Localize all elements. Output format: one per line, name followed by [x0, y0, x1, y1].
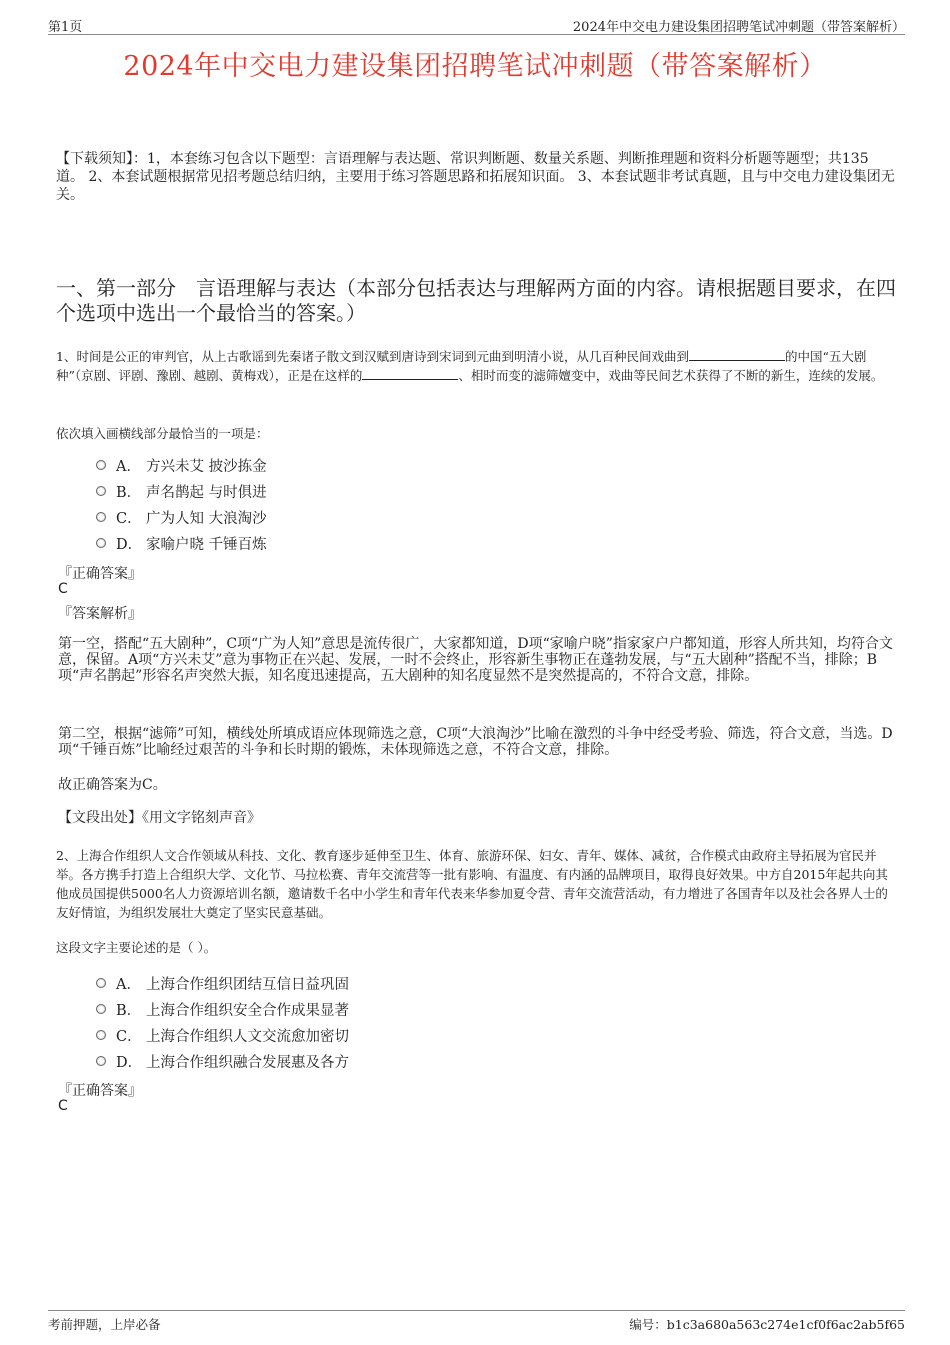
question-1-prompt: 依次填入画横线部分最恰当的一项是：	[56, 426, 269, 441]
question-1-stem: 1、时间是公正的审判官，从上古歌谣到先秦诸子散文到汉赋到唐诗到宋词到元曲到明清小说，从几百种民间戏曲到 的中国“五大剧种”（京剧、评剧、豫剧、越剧、黄梅戏），正是在这样的 、相时而变的滤筛嬗变中，戏曲等民间艺术获得了不断的新生，连续的发展。	[56, 349, 884, 383]
option-a[interactable]: A． 方兴未艾 披沙拣金	[96, 452, 267, 478]
analysis-conclusion: 故正确答案为C。	[58, 777, 167, 793]
page-footer	[48, 1310, 905, 1332]
analysis-paragraph-1: 第一空，搭配“五大剧种”，C项“广为人知”意思是流传很广，大家都知道，D项“家喻户晓”指家家户户都知道，形容人所共知，均符合文意，保留。A项“方兴未艾”意为事物正在兴起、发展，一时不会终止，形容新生事物正在蓬勃发展，与“五大剧种”搭配不当，排除；B项“声名鹊起”形容名声突然大振，知名度迅速提高，五大剧种的知名度显然不是突然提高的，不符合文意，排除。	[58, 636, 893, 684]
document-title: 2024年中交电力建设集团招聘笔试冲刺题（带答案解析）	[123, 51, 827, 82]
option-a[interactable]: A． 上海合作组织团结互信日益巩固	[96, 970, 349, 996]
question-1-options	[96, 452, 267, 556]
section-heading: 一、第一部分 言语理解与表达（本部分包括表达与理解两方面的内容。请根据题目要求，在四个选项中选出一个最恰当的答案。）	[56, 276, 896, 325]
option-c[interactable]: C． 上海合作组织人文交流愈加密切	[96, 1022, 349, 1048]
question-2-options	[96, 970, 349, 1074]
download-notice: 【下载须知】：1，本套练习包含以下题型：言语理解与表达题、常识判断题、数量关系题、判断推理题和资料分析题等题型；共135道。 2、本套试题根据常见招考题总结归纳，主要用于练习答题思路和拓展知识面。 3、本套试题非考试真题，且与中交电力建设集团无关。	[56, 151, 895, 203]
source-note: 【文段出处】《用文字铭刻声音》	[58, 810, 261, 826]
answer-value: C	[58, 1098, 68, 1114]
footer-code: 编号：b1c3a680a563c274e1cf0f6ac2ab5f65	[629, 1317, 905, 1332]
blank-1	[689, 348, 785, 361]
page-number: 第1页	[48, 20, 83, 35]
footer-slogan: 考前押题，上岸必备	[48, 1317, 161, 1332]
question-2-stem: 2、上海合作组织人文合作领域从科技、文化、教育逐步延伸至卫生、体育、旅游环保、妇女、青年、媒体、减贫，合作模式由政府主导拓展为官民并举。各方携手打造上合组织大学、文化节、马拉松赛、青年交流营等一批有影响、有温度、有内涵的品牌项目，取得良好效果。中方自2015年起共向其他成员国提供5000名人力资源培训名额，邀请数千名中小学生和青年代表来华参加夏令营、青年交流营活动，有力增进了各国青年以及社会各界人士的友好情谊，为组织发展壮大奠定了坚实民意基础。	[56, 848, 888, 920]
analysis-paragraph-2: 第二空，根据“滤筛”可知，横线处所填成语应体现筛选之意，C项“大浪淘沙”比喻在激烈的斗争中经受考验、筛选，符合文意，当选。D项“千锤百炼”比喻经过艰苦的斗争和长时期的锻炼，未体现筛选之意，不符合文意，排除。	[58, 726, 893, 758]
answer-value: C	[58, 581, 68, 597]
analysis-label: 『答案解析』	[58, 606, 142, 622]
radio-icon[interactable]	[96, 538, 106, 548]
radio-icon[interactable]	[96, 460, 106, 470]
radio-icon[interactable]	[96, 512, 106, 522]
page-header	[48, 14, 905, 35]
option-d[interactable]: D． 上海合作组织融合发展惠及各方	[96, 1048, 349, 1074]
radio-icon[interactable]	[96, 1056, 106, 1066]
header-doc-title: 2024年中交电力建设集团招聘笔试冲刺题（带答案解析）	[572, 20, 905, 35]
option-d[interactable]: D． 家喻户晓 千锤百炼	[96, 530, 267, 556]
answer-label: 『正确答案』	[58, 1083, 142, 1099]
blank-2	[362, 367, 458, 380]
radio-icon[interactable]	[96, 1030, 106, 1040]
answer-label: 『正确答案』	[58, 566, 142, 582]
radio-icon[interactable]	[96, 486, 106, 496]
option-b[interactable]: B． 声名鹊起 与时俱进	[96, 478, 267, 504]
radio-icon[interactable]	[96, 1004, 106, 1014]
question-2-prompt: 这段文字主要论述的是（ ）。	[56, 940, 217, 955]
radio-icon[interactable]	[96, 978, 106, 988]
option-c[interactable]: C． 广为人知 大浪淘沙	[96, 504, 267, 530]
option-b[interactable]: B． 上海合作组织安全合作成果显著	[96, 996, 349, 1022]
